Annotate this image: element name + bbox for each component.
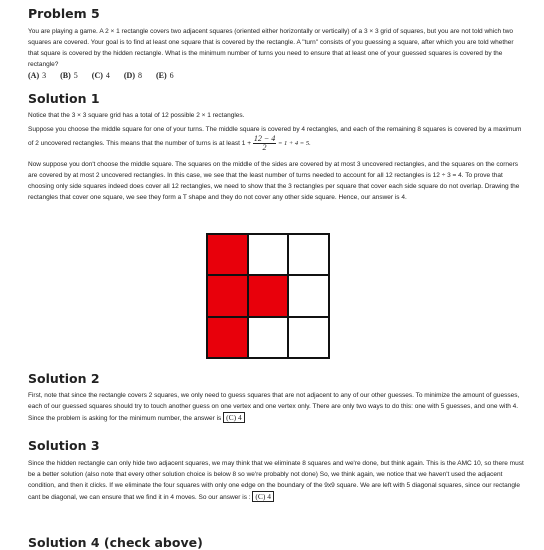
solution3-text: Since the hidden rectangle can only hide two adjacent squares, we may think that we eliminate 8 squares and we're done, but think again. This is the AMC 10, so there must be a better solution (also note that every other solution choice is below 8 so we're probably not done) So, we think again, we notice that we haven't used the adjacent condition, and then it clicks. If we eliminate the four squares with only one edge on the boundary of the 9x9 square. We are left with 5 diagonal squares, since our rectangle cant be diagonal, we can ensure that we find it in 4 moves. So our answer is : (C) 4 <box>28 460 524 501</box>
choice-d: (D) 8 <box>123 71 142 80</box>
solution3-answer: (C) 4 <box>252 491 274 502</box>
solution2-answer: (C) 4 <box>223 412 245 423</box>
problem-heading: Problem 5 <box>28 6 100 21</box>
grid-cell-red <box>207 234 248 275</box>
choice-c: (C) 4 <box>91 71 110 80</box>
grid-cell-red <box>207 317 248 358</box>
grid-cell-red <box>207 275 248 316</box>
solution3-heading: Solution 3 <box>28 438 100 453</box>
grid-cell-white <box>248 317 289 358</box>
grid-cell-white <box>288 275 329 316</box>
solution2-heading: Solution 2 <box>28 371 100 386</box>
grid-cell-red <box>248 275 289 316</box>
solution1-p2: Suppose you choose the middle square for one of your turns. The middle square is covered by 4 rectangles, and each of the remaining 8 squares is covered by a maximum of 2 uncovered rectangles. This means that the number of turns is at least 1 + $\frac{12 - 4}{2}$ = 1 + 4 = 5. <box>28 126 522 152</box>
solution1-heading: Solution 1 <box>28 91 100 106</box>
choice-a: (A) 3 <box>28 71 47 80</box>
choice-b: (B) 5 <box>60 71 78 80</box>
fraction: $\frac{12 - 4}{2}$ <box>253 134 276 152</box>
grid-cell-white <box>248 234 289 275</box>
solution1-p1: Notice that the 3 × 3 square grid has a total of 12 possible 2 × 1 rectangles. <box>28 112 245 119</box>
grid-cell-white <box>288 317 329 358</box>
problem-text: You are playing a game. A 2 × 1 rectangle covers two adjacent squares (oriented either horizontally or vertically) of a 3 × 3 grid of squares, but you are not told which two squares are covered. Your goal is to find at least one square that is covered by the rectangle. A "turn" consists of you guessing a square, after which you are told whether that square is covered by the hidden rectangle. What is the minimum number of turns you need to ensure that at least one of your guessed squares is covered by the rectangle? <box>28 28 514 68</box>
solution4-heading: Solution 4 (check above) <box>28 535 203 550</box>
solution1-p3: Now suppose you don't choose the middle square. The squares on the middle of the sides are covered by at most 3 uncovered rectangles, and the squares on the corners are covered by at most 2 uncovered rectangles. In this case, we see that the least number of turns needed to account for all 12 rectangles is 12 ÷ 3 = 4. To prove that choosing only side squares indeed does cover all 12 rectangles, we need to show that the 3 rectangles per square that cover each side square do not overlap. Drawing the rectangles that cover one square, we see they form a T shape and they do not cover any other side square. Hence, our answer is 4. <box>28 161 520 201</box>
solution2-text: First, note that since the rectangle covers 2 squares, we only need to guess squares that are not adjacent to any of our other guesses. To minimize the amount of guesses, each of our guessed squares should try to touch another guess on one vertex and one vertex only. There are only two ways to do this: one with 5 guesses, and one with 4. Since the problem is asking for the minimum number, the answer is (C) 4 <box>28 392 520 422</box>
choice-e: (E) 6 <box>156 71 174 80</box>
covering-figure <box>206 233 330 359</box>
answer-choices <box>28 70 524 81</box>
grid-cell-white <box>288 234 329 275</box>
